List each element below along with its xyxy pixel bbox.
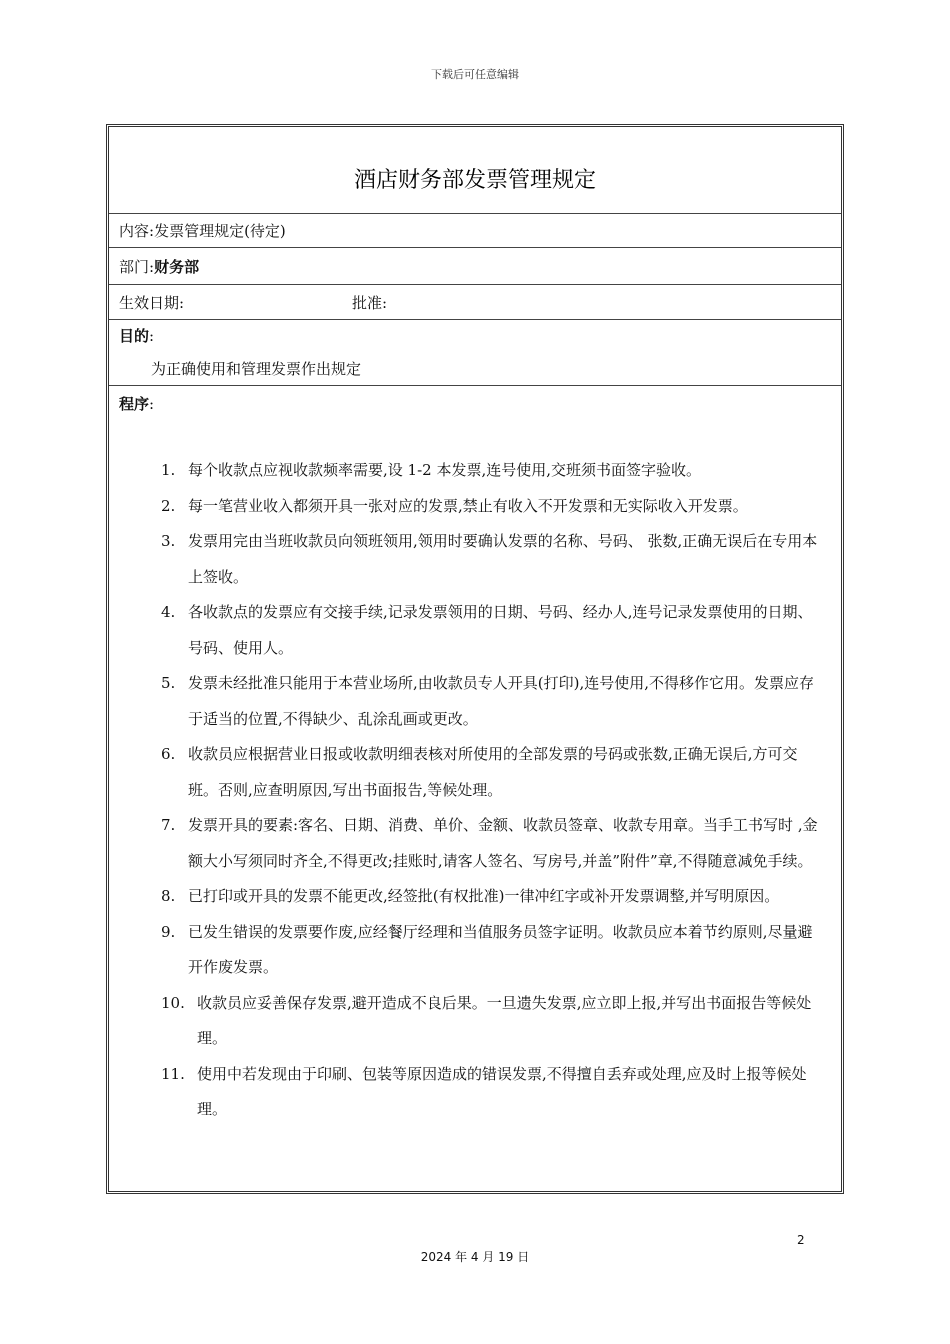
- page-number: 2: [797, 1233, 805, 1247]
- list-item: [161, 489, 821, 525]
- item-text: 使用中若发现由于印刷、包装等原因造成的错误发票,不得擅自丢弃或处理,应及时上报等候处理。: [197, 1064, 807, 1118]
- item-number: 3.: [161, 532, 176, 550]
- procedure-label: 程序: [119, 395, 150, 413]
- list-item: [161, 879, 821, 915]
- list-item: [161, 453, 821, 489]
- list-item: [161, 808, 821, 879]
- item-text: 每个收款点应视收款频率需要,设 1-2 本发票,连号使用,交班须书面签字验收。: [188, 461, 701, 479]
- purpose-colon: :: [149, 327, 155, 345]
- item-text: 已打印或开具的发票不能更改,经签批(有权批准)一律冲红字或补开发票调整,并写明原因。: [188, 887, 780, 905]
- purpose-text: 为正确使用和管理发票作出规定: [151, 360, 362, 378]
- item-text: 收款员应妥善保存发票,避开造成不良后果。一旦遗失发票,应立即上报,并写出书面报告等候处理。: [197, 993, 812, 1047]
- regulation-form: [106, 124, 844, 1194]
- item-number: 7.: [161, 816, 176, 834]
- item-number: 11.: [161, 1064, 185, 1083]
- item-number: 6.: [161, 745, 176, 763]
- item-text: 收款员应根据营业日报或收款明细表核对所使用的全部发票的号码或张数,正确无误后,方可交班。否则,应查明原因,写出书面报告,等候处理。: [188, 745, 798, 799]
- item-text: 各收款点的发票应有交接手续,记录发票领用的日期、号码、经办人,连号记录发票使用的日期、号码、使用人。: [188, 603, 813, 657]
- item-number: 1.: [161, 461, 176, 479]
- document-title: 酒店财务部发票管理规定: [353, 168, 596, 193]
- effective-date-label: 生效日期:: [119, 294, 185, 312]
- procedure-list: [161, 453, 821, 1128]
- item-text: 已发生错误的发票要作废,应经餐厅经理和当值服务员签字证明。收款员应本着节约原则,尽量避开作废发票。: [188, 922, 813, 976]
- department-label: 部门:: [119, 258, 155, 276]
- list-item: [161, 595, 821, 666]
- content-row: [109, 214, 841, 248]
- item-number: 9.: [161, 922, 176, 941]
- list-item: [161, 524, 821, 595]
- purpose-row: [109, 320, 841, 386]
- footer-date: 2024 年 4 月 19 日: [420, 1250, 530, 1264]
- content-label: 内容:: [119, 222, 155, 240]
- list-item: [161, 915, 821, 986]
- item-number: 4.: [161, 603, 176, 621]
- item-number: 8.: [161, 887, 176, 905]
- department-row: [109, 248, 841, 285]
- purpose-label: 目的: [119, 327, 150, 345]
- list-item: [161, 737, 821, 808]
- item-text: 每一笔营业收入都须开具一张对应的发票,禁止有收入不开发票和无实际收入开发票。: [188, 496, 748, 515]
- item-number: 5.: [161, 674, 176, 692]
- list-item: [161, 1057, 821, 1128]
- procedure-colon: :: [149, 395, 155, 413]
- item-text: 发票未经批准只能用于本营业场所,由收款员专人开具(打印),连号使用,不得移作它用。发票应存于适当的位置,不得缺少、乱涂乱画或更改。: [188, 674, 815, 728]
- header-note: 下载后可任意编辑: [431, 68, 519, 81]
- title-row: [109, 127, 841, 214]
- department-value: 财务部: [154, 258, 200, 276]
- item-number: 2.: [161, 496, 176, 515]
- list-item: [161, 986, 821, 1057]
- content-value: 发票管理规定(待定): [154, 222, 286, 240]
- item-number: 10.: [161, 993, 185, 1012]
- list-item: [161, 666, 821, 737]
- date-approval-row: [109, 285, 841, 320]
- item-text: 发票用完由当班收款员向领班领用,领用时要确认发票的名称、号码、 张数,正确无误后在专用本上签收。: [188, 532, 818, 586]
- item-text: 发票开具的要素:客名、日期、消费、单价、金额、收款员签章、收款专用章。当手工书写时 ,金额大小写须同时齐全,不得更改;挂账时,请客人签名、写房号,并盖”附件”章,不得随意减免手续。: [188, 816, 818, 870]
- approval-label: 批准:: [352, 294, 388, 312]
